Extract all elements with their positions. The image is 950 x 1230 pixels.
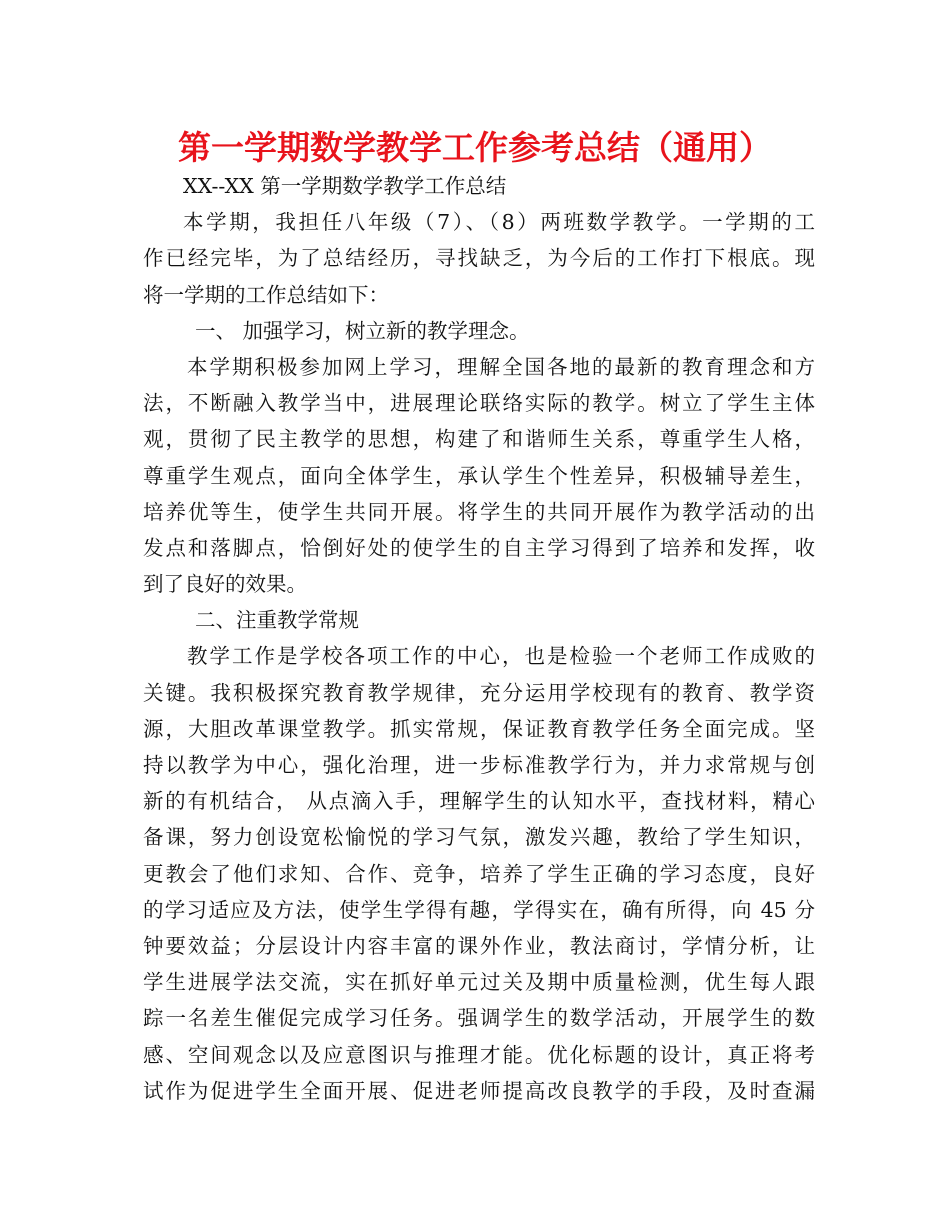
paragraph-line: 学生进展学法交流，实在抓好单元过关及期中质量检测，优生每人跟 bbox=[143, 970, 815, 995]
paragraph-line: 新的有机结合， 从点滴入手，理解学生的认知水平，查找材料，精心 bbox=[143, 789, 815, 814]
document-subtitle: XX--XX 第一学期数学教学工作总结 bbox=[183, 174, 507, 198]
paragraph-line: 培养优等生，使学生共同开展。将学生的共同开展作为教学活动的出 bbox=[143, 499, 815, 524]
paragraph-line: 教学工作是学校各项工作的中心，也是检验一个老师工作成败的 bbox=[187, 644, 815, 669]
paragraph-line: 试作为促进学生全面开展、促进老师提高改良教学的手段，及时查漏 bbox=[143, 1078, 815, 1103]
paragraph-line: 关键。我积极探究教育教学规律，充分运用学校现有的教育、教学资 bbox=[143, 680, 815, 705]
paragraph-line: 感、空间观念以及应意图识与推理才能。优化标题的设计，真正将考 bbox=[143, 1042, 815, 1067]
section-heading: 二、注重教学常规 bbox=[195, 608, 359, 633]
paragraph-line: 本学期，我担任八年级（7）、（8）两班数学教学。一学期的工 bbox=[183, 210, 815, 235]
paragraph-line: 尊重学生观点，面向全体学生，承认学生个性差异，积极辅导差生， bbox=[143, 463, 815, 488]
document-body bbox=[143, 168, 815, 1109]
paragraph-line: 钟要效益；分层设计内容丰富的课外作业，教法商讨，学情分析，让 bbox=[143, 933, 815, 958]
paragraph-line: 将一学期的工作总结如下： bbox=[143, 282, 389, 307]
paragraph-line: 发点和落脚点，恰倒好处的使学生的自主学习得到了培养和发挥，收 bbox=[143, 535, 815, 560]
paragraph-line: 踪一名差生催促完成学习任务。强调学生的数学活动，开展学生的数 bbox=[143, 1006, 815, 1031]
paragraph-line: 源，大胆改革课堂教学。抓实常规，保证教育教学任务全面完成。坚 bbox=[143, 716, 815, 741]
paragraph-line: 更教会了他们求知、合作、竞争，培养了学生正确的学习态度，良好 bbox=[143, 861, 815, 886]
paragraph-line: 法，不断融入教学当中，进展理论联络实际的教学。树立了学生主体 bbox=[143, 391, 815, 416]
paragraph-line: 作已经完毕，为了总结经历，寻找缺乏，为今后的工作打下根底。现 bbox=[143, 246, 815, 271]
section-heading: 一、 加强学习，树立新的教学理念。 bbox=[195, 318, 530, 343]
paragraph-line: 的学习适应及方法，使学生学得有趣，学得实在，确有所得，向 45 分 bbox=[143, 897, 815, 922]
paragraph-line: 本学期积极参加网上学习，理解全国各地的最新的教育理念和方 bbox=[187, 354, 815, 379]
paragraph-line: 持以教学为中心，强化治理，进一步标准教学行为，并力求常规与创 bbox=[143, 753, 815, 777]
paragraph-line: 观，贯彻了民主教学的思想，构建了和谐师生关系，尊重学生人格， bbox=[143, 427, 815, 452]
document-title: 第一学期数学教学工作参考总结（通用） bbox=[178, 128, 772, 167]
paragraph-line: 备课，努力创设宽松愉悦的学习气氛，激发兴趣，教给了学生知识， bbox=[143, 825, 815, 850]
paragraph-line: 到了良好的效果。 bbox=[143, 572, 307, 597]
